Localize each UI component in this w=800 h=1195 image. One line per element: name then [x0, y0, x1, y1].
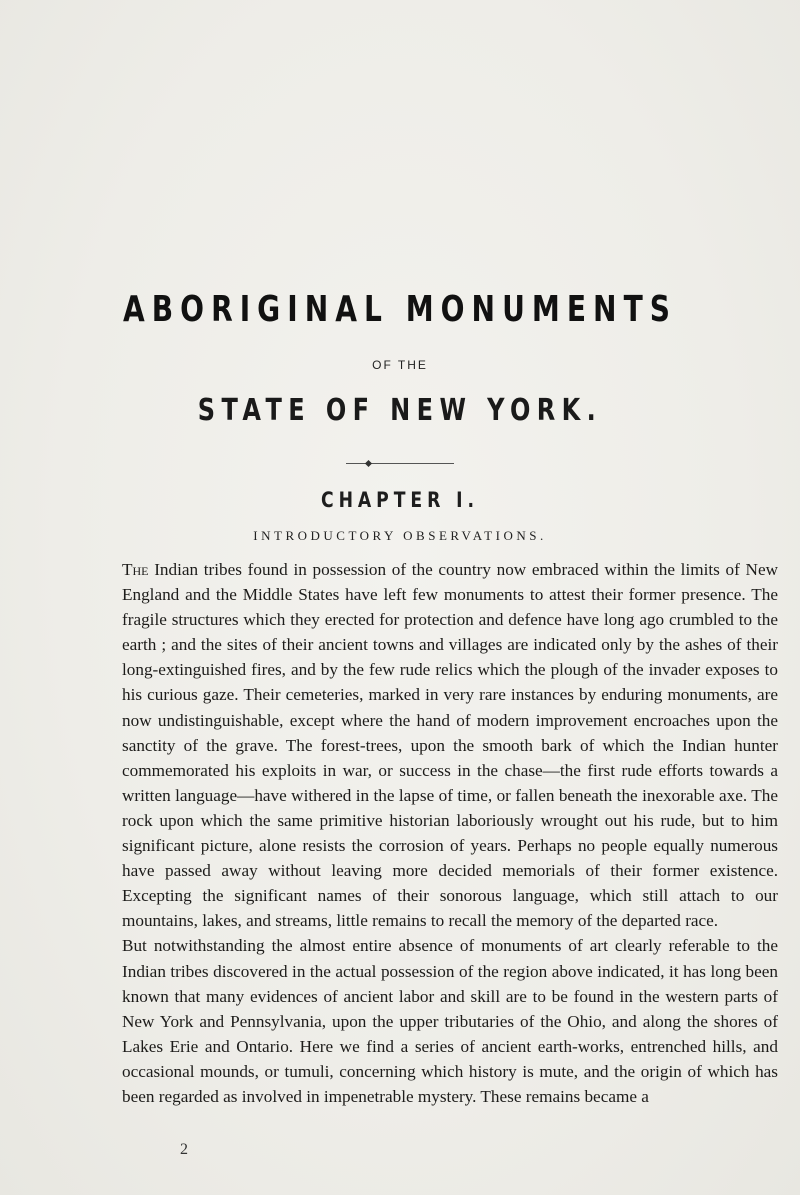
chapter-subtitle: INTRODUCTORY OBSERVATIONS. — [253, 528, 547, 543]
chapter-heading: CHAPTER I. — [321, 488, 479, 512]
book-title: ABORIGINAL MONUMENTS — [123, 289, 677, 330]
paragraph-2: But notwithstanding the almost entire absence of monuments of art clearly referable to the Indian tribes discovered in the actual possession of the region above indicated, it has long been known that many evidences of ancient labor and skill are to be found in the western parts of New York and Pennsylvania, upon the upper tributaries of the Ohio, and along the shores of Lakes Erie and Ontario. Here we find a series of ancient earth-works, entrenched hills, and occasional mounds, or tumuli, concerning which history is mute, and the origin of which has been regarded as involved in impenetrable mystery. These remains became a — [122, 936, 778, 1106]
title-of-the: OF THE — [372, 358, 428, 372]
chapter-body — [122, 557, 778, 1109]
rule-ornament-icon — [365, 460, 372, 467]
paragraph-1 — [122, 557, 778, 933]
signature-mark: 2 — [180, 1141, 188, 1158]
ornamental-rule — [346, 463, 454, 464]
paragraph-1-text: Indian tribes found in possession of the country now embraced within the limits of New England and the Middle States have left few monuments to attest their former presence. The fragile structures which they erected for protection and defence have long ago crumbled to the earth ; and the sites of their ancient towns and villages are indicated only by the ashes of their long-extinguished fires, and by the few rude relics which the plough of the invader exposes to his curious gaze. Their cemeteries, marked in very rare instances by enduring monuments, are now undistinguishable, except where the hand of modern improvement encroaches upon the sanctity of the grave. The forest-trees, upon the smooth bark of which the Indian hunter commemorated his exploits in war, or success in the chase—the first rude efforts towards a written language—have withered in the lapse of time, or fallen beneath the inexorable axe. The rock upon which the same primitive historian laboriously wrought out his rude, but to him significant picture, alone resists the corrosion of years. Perhaps no people equally numerous have passed away without leaving more decided memorials of their former existence. Excepting the significant names of their sonorous language, which still attach to our mountains, lakes, and streams, little remains to recall the memory of the departed race. — [122, 560, 778, 931]
paragraph-lead-word: The — [122, 560, 149, 579]
title-state: STATE OF NEW YORK. — [197, 393, 603, 428]
